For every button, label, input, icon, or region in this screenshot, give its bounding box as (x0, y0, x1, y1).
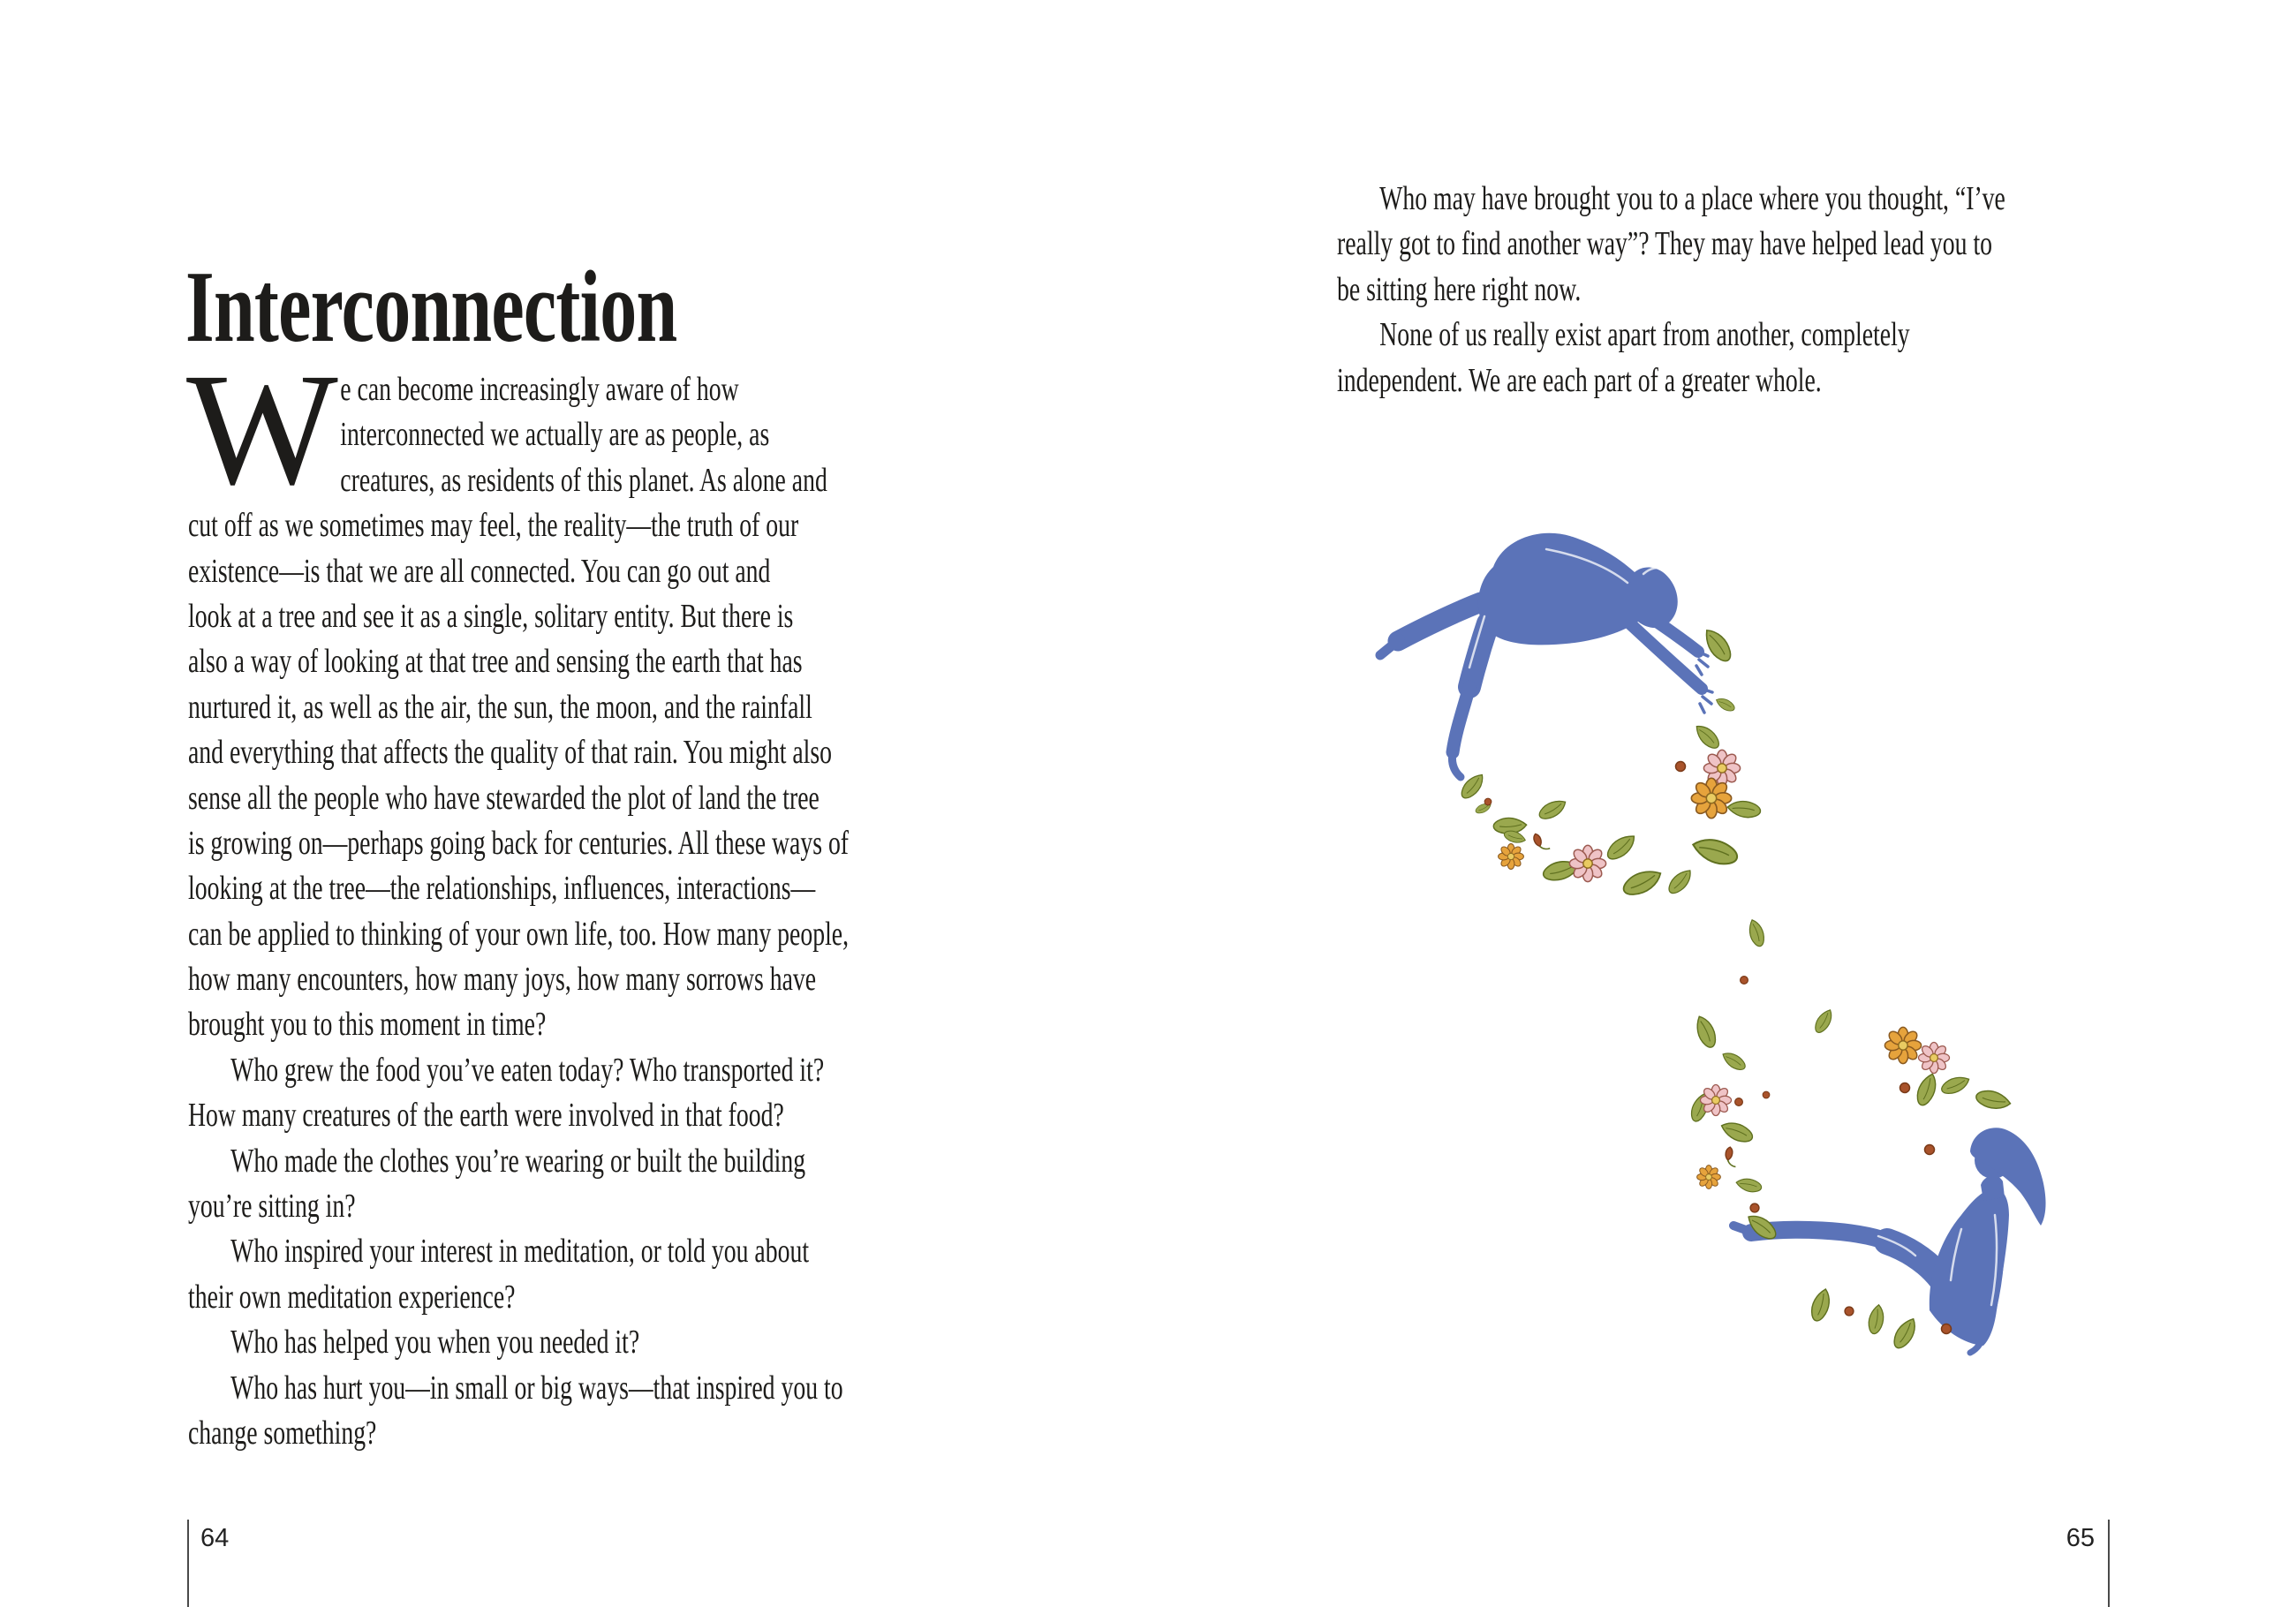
text-line: nurtured it, as well as the air, the sun, the moon, and the rainfall (188, 688, 812, 726)
text-line: Who may have brought you to a place where you thought, “I’ve (1379, 180, 2005, 217)
text-line: and everything that affects the quality of that rain. You might also (188, 734, 833, 772)
text-line: None of us really exist apart from another, completely (1379, 316, 1910, 354)
seated-figure (1733, 1128, 2046, 1353)
text-line: independent. We are each part of a greater whole. (1337, 361, 1822, 399)
diver-figure (1380, 533, 1712, 777)
orange-flower (1697, 1166, 1721, 1189)
garland (1458, 625, 2012, 1351)
chapter-title: Interconnection (185, 251, 677, 364)
text-line: you’re sitting in? (188, 1188, 356, 1226)
text-line: brought you to this moment in time? (188, 1006, 547, 1044)
interconnection-illustration (1364, 512, 2141, 1395)
text-line: Who inspired your interest in meditation, or told you about (230, 1233, 810, 1271)
orange-flower (1884, 1027, 1921, 1063)
orange-flower (1499, 844, 1524, 870)
text-line: existence—is that we are all connected. You can go out and (188, 552, 771, 590)
text-line: change something? (188, 1414, 377, 1452)
left-text-column (188, 367, 968, 1456)
text-line: creatures, as residents of this planet. As alone and (340, 461, 827, 499)
text-line: can be applied to thinking of your own life, too. How many people, (188, 915, 850, 953)
right-text-column (1337, 177, 2117, 404)
text-line: looking at the tree—the relationships, influences, interactions— (188, 870, 816, 908)
text-line: Who has hurt you—in small or big ways—that inspired you to (230, 1369, 843, 1407)
text-line: How many creatures of the earth were involved in that food? (188, 1097, 784, 1135)
folio-rule-left (187, 1520, 189, 1607)
pink-flower (1569, 845, 1605, 881)
text-line: cut off as we sometimes may feel, the reality—the truth of our (188, 507, 799, 545)
text-line: how many encounters, how many joys, how many sorrows have (188, 961, 817, 999)
text-line: Who grew the food you’ve eaten today? Who transported it? (230, 1051, 825, 1089)
page-number-left: 64 (200, 1524, 230, 1552)
text-line: also a way of looking at that tree and sensing the earth that has (188, 643, 803, 681)
drop-cap: W (186, 341, 338, 518)
text-line: is growing on—perhaps going back for centuries. All these ways of (188, 824, 850, 862)
text-line: sense all the people who have stewarded the plot of land the tree (188, 779, 819, 817)
text-line: be sitting here right now. (1337, 270, 1582, 308)
text-line: really got to find another way”? They may have helped lead you to (1337, 225, 1993, 263)
orange-flower (1691, 778, 1731, 818)
text-line: e can become increasingly aware of how (340, 371, 739, 408)
text-line: look at a tree and see it as a single, solitary entity. But there is (188, 597, 794, 635)
text-line: their own meditation experience? (188, 1278, 516, 1316)
folio-rule-right (2108, 1520, 2110, 1607)
page-number-right: 65 (2066, 1524, 2095, 1552)
text-line: Who made the clothes you’re wearing or built the building (230, 1142, 806, 1180)
pink-flower (1700, 1084, 1731, 1115)
pink-flower (1918, 1042, 1949, 1073)
text-line: interconnected we actually are as people, as (340, 416, 770, 454)
text-line: Who has helped you when you needed it? (230, 1324, 640, 1362)
